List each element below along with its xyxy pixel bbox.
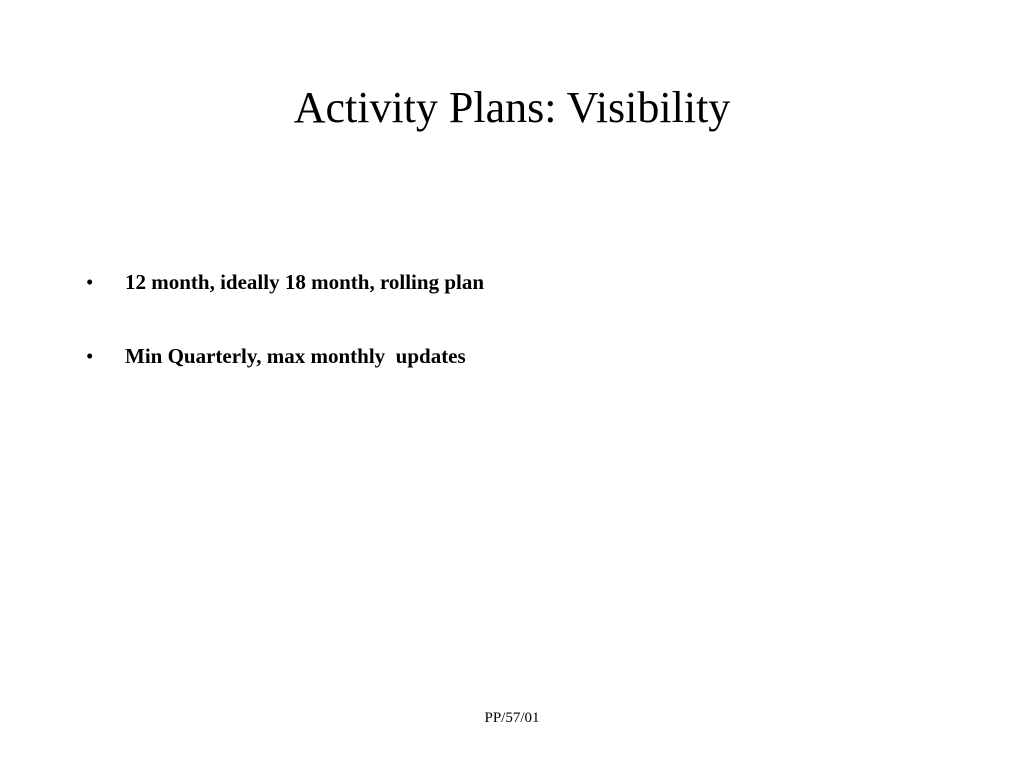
bullet-list: [86, 262, 484, 410]
bullet-icon: •: [86, 270, 94, 294]
bullet-icon: •: [86, 344, 94, 368]
bullet-text: 12 month, ideally 18 month, rolling plan: [125, 270, 485, 294]
slide-footer: PP/57/01: [484, 710, 540, 726]
list-item: [86, 262, 484, 302]
bullet-text: Min Quarterly, max monthly updates: [125, 344, 466, 368]
slide-title: Activity Plans: Visibility: [293, 83, 731, 132]
list-item: [86, 336, 484, 376]
